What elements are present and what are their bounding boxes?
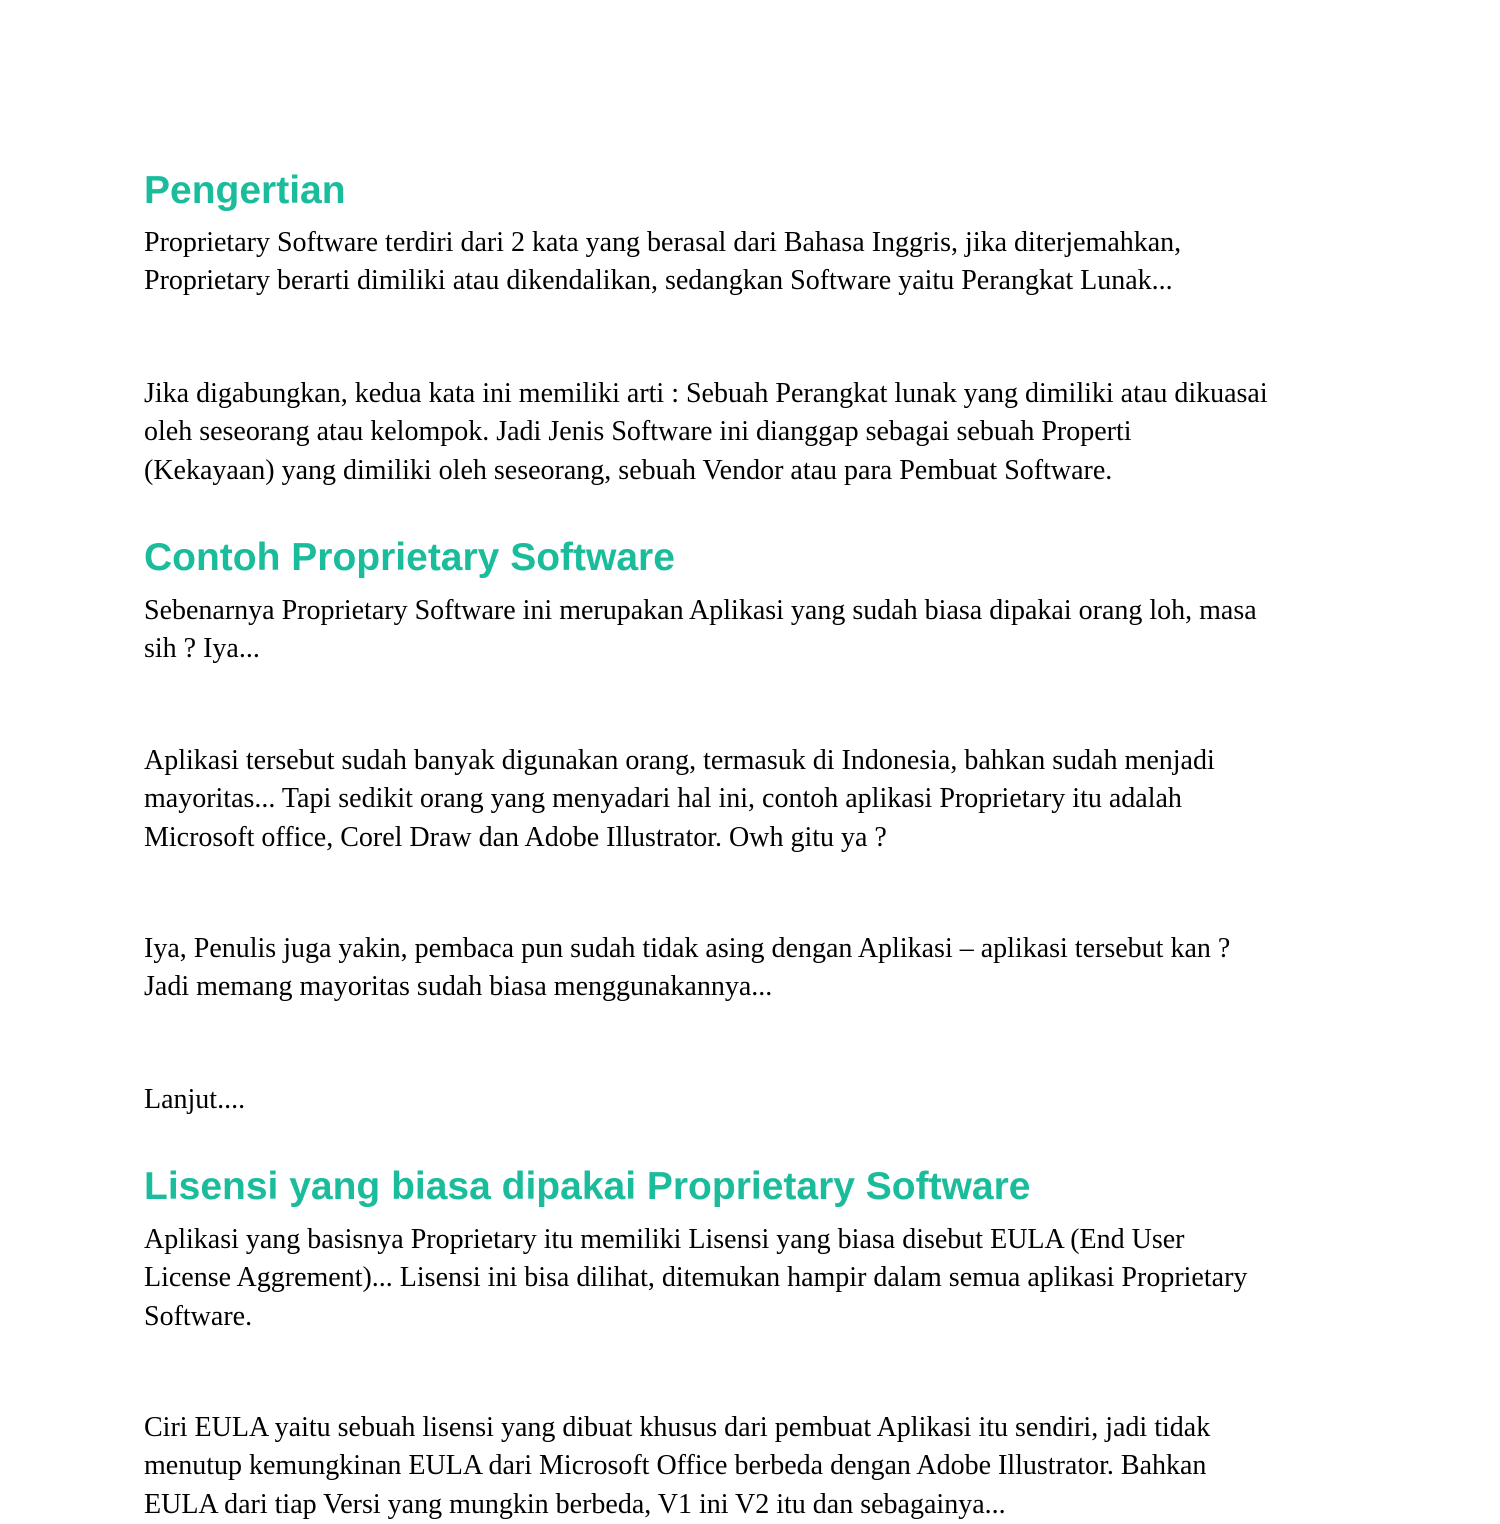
text-line: Proprietary Software terdiri dari 2 kata yang berasal dari Bahasa Inggris, jika diterjemahkan, <box>144 227 1182 258</box>
text-line: Jadi memang mayoritas sudah biasa menggunakannya... <box>144 971 773 1003</box>
text-line: Microsoft office, Corel Draw dan Adobe Illustrator. Owh gitu ya ? <box>144 821 887 853</box>
paragraph <box>144 1221 1384 1336</box>
paragraph <box>144 1409 1384 1524</box>
paragraph <box>144 375 1384 490</box>
document-page <box>144 0 1374 1520</box>
paragraph <box>144 224 1384 301</box>
text-line: oleh seseorang atau kelompok. Jadi Jenis Software ini dianggap sebagai sebuah Properti <box>144 416 1132 448</box>
paragraph <box>144 930 1384 1007</box>
text-line: Lanjut.... <box>144 1084 246 1115</box>
text-line: Ciri EULA yaitu sebuah lisensi yang dibuat khusus dari pembuat Aplikasi itu sendiri, jadi tidak <box>144 1412 1211 1443</box>
text-line: Proprietary berarti dimiliki atau dikendalikan, sedangkan Software yaitu Perangkat Lunak... <box>144 265 1173 297</box>
text-line: menutup kemungkinan EULA dari Microsoft Office berbeda dengan Adobe Illustrator. Bahkan <box>144 1450 1207 1482</box>
text-line: (Kekayaan) yang dimiliki oleh seseorang, sebuah Vendor atau para Pembuat Software. <box>144 454 1113 486</box>
section-heading-pengertian: Pengertian <box>144 169 346 212</box>
text-line: Jika digabungkan, kedua kata ini memiliki arti : Sebuah Perangkat lunak yang dimiliki atau dikuasai <box>144 378 1268 409</box>
section-heading-lisensi: Lisensi yang biasa dipakai Proprietary Software <box>144 1165 1031 1208</box>
text-line: sih ? Iya... <box>144 633 260 665</box>
paragraph-lanjut <box>144 1081 1384 1119</box>
text-line: Sebenarnya Proprietary Software ini merupakan Aplikasi yang sudah biasa dipakai orang loh, masa <box>144 595 1257 626</box>
section-heading-contoh: Contoh Proprietary Software <box>144 536 675 579</box>
paragraph <box>144 592 1384 669</box>
text-line: Aplikasi yang basisnya Proprietary itu memiliki Lisensi yang biasa disebut EULA (End User <box>144 1224 1185 1255</box>
text-line: EULA dari tiap Versi yang mungkin berbeda, V1 ini V2 itu dan sebagainya... <box>144 1488 1006 1520</box>
text-line: mayoritas... Tapi sedikit orang yang menyadari hal ini, contoh aplikasi Proprietary itu adalah <box>144 783 1182 815</box>
text-line: License Aggrement)... Lisensi ini bisa dilihat, ditemukan hampir dalam semua aplikasi Proprietary <box>144 1262 1248 1294</box>
text-line: Software. <box>144 1300 253 1332</box>
paragraph <box>144 742 1384 857</box>
text-line: Iya, Penulis juga yakin, pembaca pun sudah tidak asing dengan Aplikasi – aplikasi tersebut kan ? <box>144 933 1231 964</box>
text-line: Aplikasi tersebut sudah banyak digunakan orang, termasuk di Indonesia, bahkan sudah menjadi <box>144 745 1215 776</box>
